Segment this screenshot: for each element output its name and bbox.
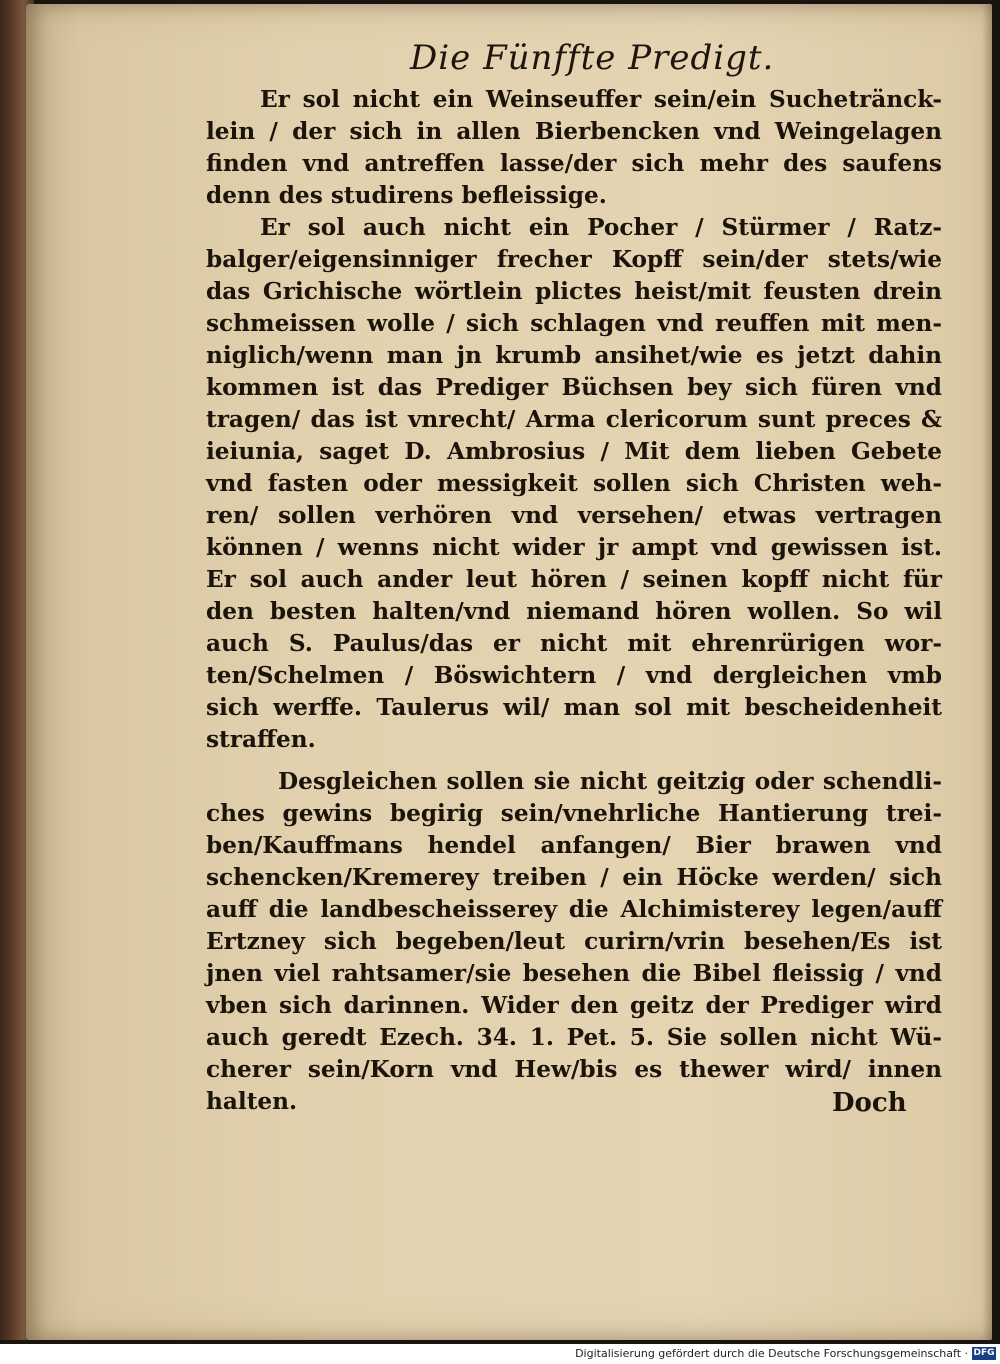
text-line: ieiunia, saget D. Ambrosius / Mit dem lieben Gebete — [206, 438, 942, 465]
text-line: ren/ sollen verhören vnd versehen/ etwas vertragen — [206, 502, 942, 529]
catchword: Doch — [832, 1088, 907, 1118]
footer-bar — [0, 1344, 1000, 1364]
text-line: das Grichische wörtlein plictes heist/mit feusten drein — [206, 278, 942, 305]
body-text — [206, 84, 942, 1118]
text-line: auff die landbescheisserey die Alchimisterey legen/auff — [206, 896, 942, 923]
text-line: niglich/wenn man jn krumb ansihet/wie es jetzt dahin — [206, 342, 942, 369]
text-line: vben sich darinnen. Wider den geitz der Prediger wird — [206, 992, 942, 1019]
text-line: Er sol nicht ein Weinseuffer sein/ein Suchetränck- — [260, 86, 942, 113]
text-line: ches gewins begirig sein/vnehrliche Hantierung trei- — [206, 800, 942, 827]
text-line: jnen viel rahtsamer/sie besehen die Bibel fleissig / vnd — [206, 960, 942, 987]
page-header: Die Fünffte Predigt. — [410, 38, 775, 78]
text-line: Er sol auch ander leut hören / seinen kopff nicht für — [206, 566, 942, 593]
funding-notice: Digitalisierung gefördert durch die Deutsche Forschungsgemeinschaft · — [575, 1347, 968, 1360]
text-line: den besten halten/vnd niemand hören wollen. So wil — [206, 598, 942, 625]
text-line: Ertzney sich begeben/leut curirn/vrin besehen/Es ist — [206, 928, 942, 955]
text-line: cherer sein/Korn vnd Hew/bis es thewer wird/ innen — [206, 1056, 942, 1083]
text-line: denn des studirens befleissige. — [206, 182, 607, 209]
text-line: lein / der sich in allen Bierbencken vnd Weingelagen — [206, 118, 942, 145]
text-line: schencken/Kremerey treiben / ein Höcke werden/ sich — [206, 864, 942, 891]
paragraph-gap — [206, 756, 942, 766]
text-line: sich werffe. Taulerus wil/ man sol mit bescheidenheit — [206, 694, 942, 721]
text-line: können / wenns nicht wider jr ampt vnd gewissen ist. — [206, 534, 942, 561]
text-line: kommen ist das Prediger Büchsen bey sich füren vnd — [206, 374, 942, 401]
text-line: Er sol auch nicht ein Pocher / Stürmer / Ratz- — [260, 214, 942, 241]
page-edge-shadow — [982, 4, 992, 1340]
text-line: auch geredt Ezech. 34. 1. Pet. 5. Sie sollen nicht Wü- — [206, 1024, 942, 1051]
text-line: tragen/ das ist vnrecht/ Arma clericorum sunt preces & — [206, 406, 942, 433]
text-line: halten. — [206, 1088, 298, 1115]
text-line: auch S. Paulus/das er nicht mit ehrenrürigen wor- — [206, 630, 942, 657]
text-line: straffen. — [206, 726, 316, 753]
text-line: balger/eigensinniger frecher Kopff sein/der stets/wie — [206, 246, 942, 273]
text-line: Desgleichen sollen sie nicht geitzig oder schendli- — [278, 768, 942, 795]
dfg-logo: DFG — [973, 1348, 995, 1358]
text-line: ben/Kauffmans hendel anfangen/ Bier brawen vnd — [206, 832, 942, 859]
text-line: schmeissen wolle / sich schlagen vnd reuffen mit men- — [206, 310, 942, 337]
text-line: vnd fasten oder messigkeit sollen sich Christen weh- — [206, 470, 942, 497]
text-line: ten/Schelmen / Böswichtern / vnd dergleichen vmb — [206, 662, 942, 689]
text-line: finden vnd antreffen lasse/der sich mehr des saufens — [206, 150, 942, 177]
